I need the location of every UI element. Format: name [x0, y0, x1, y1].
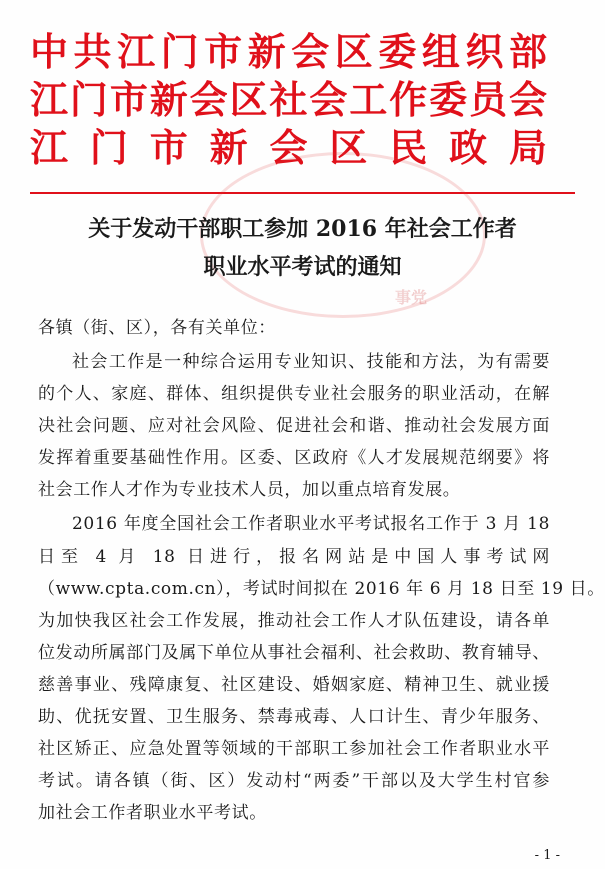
body-line: 为加快我区社会工作发展，推动社会工作人才队伍建设，请各单 [38, 611, 550, 631]
issuer-social-work-committee: 江门市新会区社会工作委员会 [30, 78, 547, 122]
body-line: （www.cpta.com.cn），考试时间拟在 2016 年 6 月 18 日至 19 日。 [38, 579, 605, 599]
document-title-line-2: 职业水平考试的通知 [203, 254, 402, 280]
body-line: 的个人、家庭、群体、组织提供专业社会服务的职业活动，在解 [38, 384, 550, 404]
page-number: - 1 - [534, 848, 560, 863]
issuer-civil-affairs-bureau: 江门市新会区民政局 [30, 126, 547, 170]
body-line: 日至 4 月 18 日进行，报名网站是中国人事考试网 [38, 547, 550, 567]
body-line: 决社会问题、应对社会风险、促进社会和谐、推动社会发展方面 [38, 416, 550, 436]
official-seal-text: 事党 [395, 288, 428, 307]
issuer-organization-department: 中共江门市新会区委组织部 [30, 30, 547, 74]
body-line: 社会工作是一种综合运用专业知识、技能和方法，为有需要 [72, 352, 550, 372]
document-title-line-1: 关于发动干部职工参加 2016 年社会工作者 [88, 216, 517, 242]
body-line: 2016 年度全国社会工作者职业水平考试报名工作于 3 月 18 [72, 514, 550, 534]
body-line: 位发动所属部门及属下单位从事社会福利、社会救助、教育辅导、 [38, 643, 550, 663]
body-line: 发挥着重要基础性作用。区委、区政府《人才发展规范纲要》将 [38, 448, 550, 468]
body-line: 助、优抚安置、卫生服务、禁毒戒毒、人口计生、青少年服务、 [38, 707, 550, 727]
salutation: 各镇（街、区），各有关单位： [38, 318, 276, 338]
body-line: 考试。请各镇（街、区）发动村“两委”干部以及大学生村官参 [38, 771, 550, 791]
body-line: 加社会工作者职业水平考试。 [38, 803, 267, 823]
body-line: 社会工作人才作为专业技术人员，加以重点培育发展。 [38, 480, 461, 500]
body-line: 社区矫正、应急处置等领域的干部职工参加社会工作者职业水平 [38, 739, 550, 759]
body-line: 慈善事业、残障康复、社区建设、婚姻家庭、精神卫生、就业援 [38, 675, 550, 695]
